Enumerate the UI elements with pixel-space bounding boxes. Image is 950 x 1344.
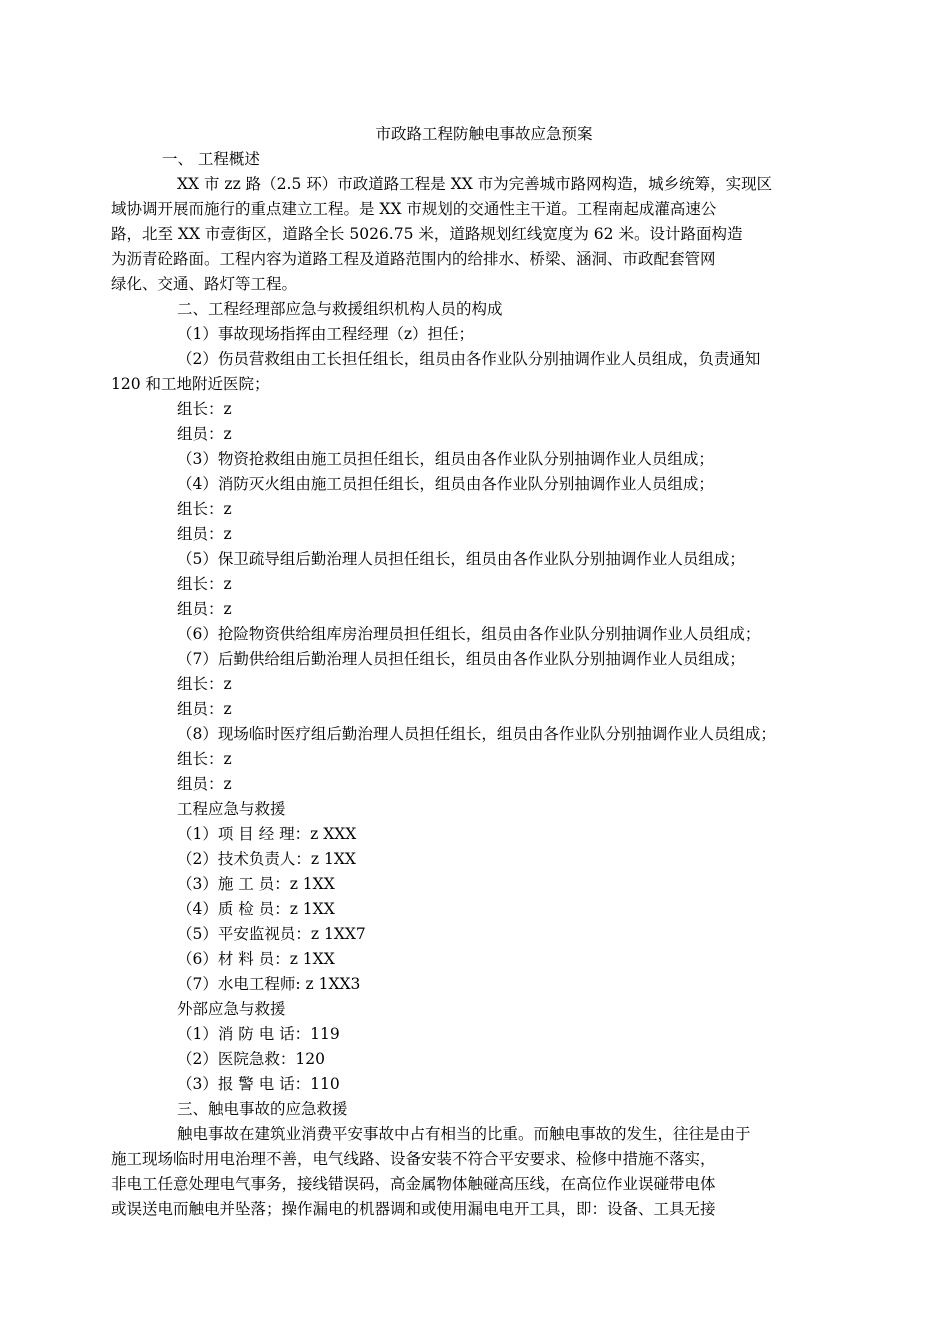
text-line: （4）消防灭火组由施工员担任组长，组员由各作业队分别抽调作业人员组成； bbox=[177, 475, 714, 493]
text-line: （3）物资抢救组由施工员担任组长，组员由各作业队分别抽调作业人员组成； bbox=[177, 450, 714, 468]
paragraph bbox=[111, 172, 812, 297]
text-line: （2）技术负责人：z 1XX bbox=[177, 850, 356, 868]
paragraph bbox=[111, 347, 812, 397]
paragraph-line: （2）伤员营救组由工长担任组长，组员由各作业队分别抽调作业人员组成，负责通知 bbox=[177, 350, 761, 368]
text-line: 组员：z bbox=[177, 775, 232, 793]
paragraph-line: 为沥青砼路面。工程内容为道路工程及道路范围内的给排水、桥梁、涵洞、市政配套管网 bbox=[111, 250, 716, 268]
paragraph bbox=[111, 1122, 812, 1222]
paragraph-line: 或误送电而触电并坠落；操作漏电的机器调和或使用漏电电开工具，即：设备、工具无接 bbox=[111, 1200, 716, 1218]
paragraph-line: 施工现场临时用电治理不善，电气线路、设备安装不符合平安要求、检修中措施不落实， bbox=[111, 1150, 716, 1168]
text-line: （4）质 检 员：z 1XX bbox=[177, 900, 335, 918]
document-body bbox=[111, 122, 812, 1222]
text-line: （2）医院急救：120 bbox=[177, 1050, 325, 1068]
text-line: 组长：z bbox=[177, 400, 232, 418]
paragraph-line: 120 和工地附近医院； bbox=[111, 375, 270, 393]
paragraph-line: 域协调开展而施行的重点建立工程。是 XX 市规划的交通性主干道。工程南起成灌高速公 bbox=[111, 200, 717, 218]
text-line: 组员：z bbox=[177, 700, 232, 718]
text-line: （1）事故现场指挥由工程经理（z）担任； bbox=[177, 325, 475, 343]
text-line: 组长：z bbox=[177, 500, 232, 518]
text-line: （7）后勤供给组后勤治理人员担任组长，组员由各作业队分别抽调作业人员组成； bbox=[177, 650, 745, 668]
text-line: 工程应急与救援 bbox=[177, 800, 286, 818]
paragraph-line: 非电工任意处理电气事务，接线错误码，高金属物体触碰高压线，在高位作业误碰带电体 bbox=[111, 1175, 716, 1193]
text-line: 组长：z bbox=[177, 750, 232, 768]
text-line: 组员：z bbox=[177, 425, 232, 443]
text-line: （6）材 料 员：z 1XX bbox=[177, 950, 335, 968]
text-line: 组长：z bbox=[177, 575, 232, 593]
text-line: 一、 工程概述 bbox=[162, 150, 260, 168]
text-line: 三、触电事故的应急救援 bbox=[177, 1100, 348, 1118]
text-line: （1）项 目 经 理：z XXX bbox=[177, 825, 357, 843]
text-line: 组长：z bbox=[177, 675, 232, 693]
text-line: 二、工程经理部应急与救援组织机构人员的构成 bbox=[177, 300, 503, 318]
text-line: 组员：z bbox=[177, 525, 232, 543]
text-line: （3）施 工 员：z 1XX bbox=[177, 875, 335, 893]
text-line: （8）现场临时医疗组后勤治理人员担任组长，组员由各作业队分别抽调作业人员组成； bbox=[177, 725, 776, 743]
text-line: 外部应急与救援 bbox=[177, 1000, 286, 1018]
text-line: 组员：z bbox=[177, 600, 232, 618]
paragraph-line: 绿化、交通、路灯等工程。 bbox=[111, 275, 298, 293]
text-line: （5）平安监视员：z 1XX7 bbox=[177, 925, 366, 943]
text-line: （7）水电工程师: z 1XX3 bbox=[177, 975, 361, 993]
text-line: （6）抢险物资供给组库房治理员担任组长，组员由各作业队分别抽调作业人员组成； bbox=[177, 625, 761, 643]
text-line: （5）保卫疏导组后勤治理人员担任组长，组员由各作业队分别抽调作业人员组成； bbox=[177, 550, 745, 568]
document-text bbox=[111, 147, 812, 1222]
paragraph-line: 触电事故在建筑业消费平安事故中占有相当的比重。而触电事故的发生，往往是由于 bbox=[177, 1125, 751, 1143]
text-line: （3）报 警 电 话：110 bbox=[177, 1075, 340, 1093]
paragraph-line: XX 市 zz 路（2.5 环）市政道路工程是 XX 市为完善城市路网构造，城乡统筹，实现区 bbox=[177, 175, 773, 193]
text-line: （1）消 防 电 话：119 bbox=[177, 1025, 340, 1043]
document-title: 市政路工程防触电事故应急预案 bbox=[375, 125, 593, 143]
paragraph-line: 路，北至 XX 市壹街区，道路全长 5026.75 米，道路规划红线宽度为 62 米。设计路面构造 bbox=[111, 225, 743, 243]
